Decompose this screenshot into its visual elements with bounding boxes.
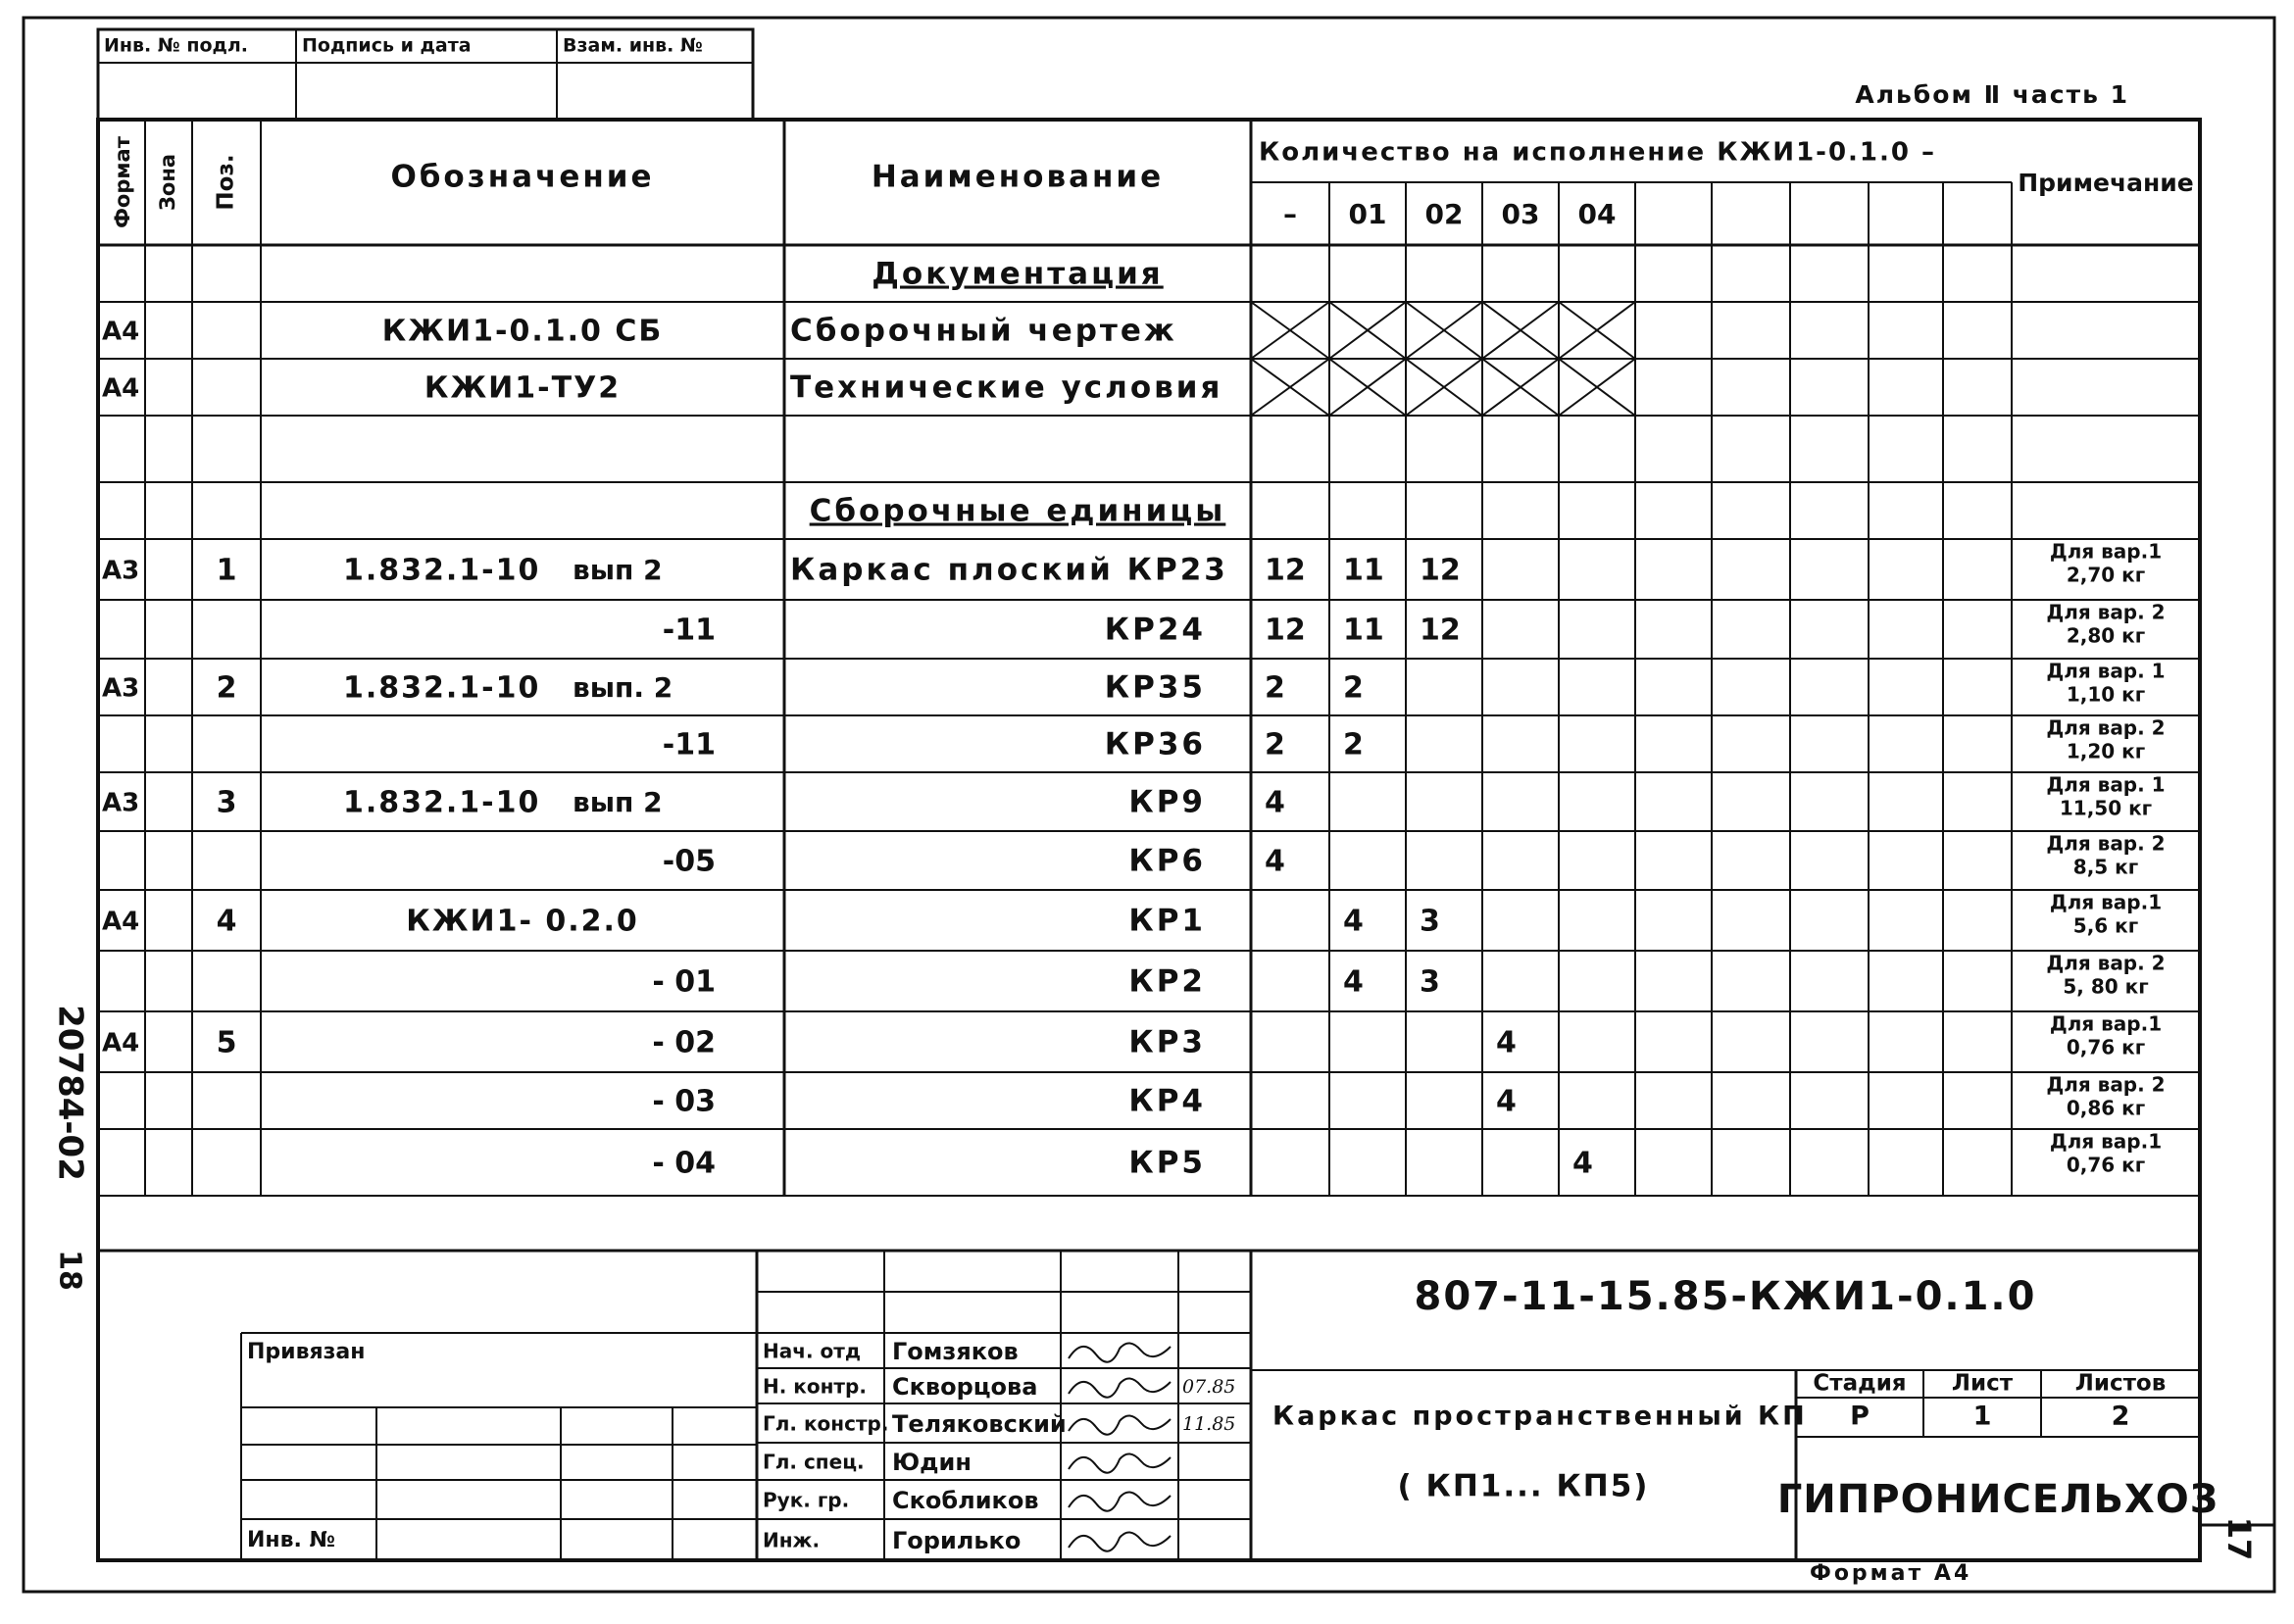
row-quantity: 4 (1496, 1084, 1517, 1119)
row-note-variant: Для вар. 2 (2046, 600, 2166, 624)
header-variant: – (1283, 198, 1297, 230)
signer-name: Скобликов (892, 1487, 1039, 1514)
row-note-variant: Для вар. 1 (2046, 772, 2166, 797)
row-format: А4 (102, 317, 140, 347)
row-quantity: 3 (1420, 964, 1440, 1000)
header-oboznachenie: Обозначение (390, 159, 655, 195)
row-format: А3 (102, 556, 140, 586)
row-quantity: 11 (1343, 613, 1384, 648)
vzam-inv-label: Взам. инв. № (563, 34, 703, 57)
row-name: КР24 (1104, 612, 1206, 648)
list-label: Лист (1951, 1370, 2014, 1397)
row-name: КР1 (1128, 903, 1206, 939)
signature-scribble (1069, 1343, 1171, 1361)
row-name: КР4 (1128, 1083, 1206, 1119)
header-poz: Поз. (213, 154, 239, 211)
row-note-mass: 2,80 кг (2066, 623, 2146, 648)
signature-scribble (1069, 1492, 1171, 1510)
signer-name: Гомзяков (892, 1338, 1019, 1365)
row-note-variant: Для вар.1 (2049, 1011, 2163, 1036)
header-primechanie: Примечание (2018, 169, 2194, 197)
signature-date: 07.85 (1182, 1376, 1236, 1398)
row-note-mass: 11,50 кг (2059, 796, 2153, 820)
row-note-mass: 0,86 кг (2066, 1096, 2146, 1120)
row-name: Каркас плоский КР23 (790, 552, 1228, 588)
document-title-line2: ( КП1... КП5) (1397, 1468, 1650, 1504)
row-format: А3 (102, 673, 140, 704)
stadiya-label: Стадия (1813, 1370, 1907, 1397)
row-poz: 5 (216, 1025, 237, 1060)
sheet-format: Формат А4 (1810, 1561, 1972, 1586)
document-designation: 807-11-15.85-КЖИ1-0.1.0 (1414, 1274, 2037, 1319)
row-name: КР35 (1104, 669, 1206, 706)
role-label: Н. контр. (763, 1374, 867, 1399)
row-format: А4 (102, 1028, 140, 1058)
row-designation-suffix: - 04 (652, 1146, 716, 1181)
signature-scribble (1069, 1532, 1171, 1550)
header-kolichestvo: Количество на исполнение КЖИ1-0.1.0 – (1259, 137, 1937, 168)
album-label: Альбом Ⅱ часть 1 (1855, 80, 2129, 109)
document-title-line1: Каркас пространственный КП (1272, 1401, 1808, 1432)
row-quantity: 2 (1265, 670, 1285, 706)
row-quantity: 12 (1265, 613, 1306, 648)
row-note-variant: Для вар.1 (2049, 539, 2163, 564)
signature-scribble (1069, 1453, 1171, 1472)
row-poz: 3 (216, 785, 237, 820)
row-quantity: 11 (1343, 553, 1384, 588)
row-quantity: 12 (1420, 613, 1461, 648)
row-quantity: 2 (1343, 727, 1364, 763)
role-label: Гл. констр. (763, 1411, 889, 1436)
row-vypusk: вып. 2 (573, 671, 673, 704)
signer-name: Скворцова (892, 1373, 1038, 1401)
row-quantity: 2 (1343, 670, 1364, 706)
row-quantity: 4 (1265, 785, 1285, 820)
row-designation-suffix: -11 (662, 613, 716, 648)
row-name: КР2 (1128, 963, 1206, 1000)
privyazan-label: Привязан (247, 1340, 366, 1364)
row-note-mass: 1,10 кг (2066, 682, 2146, 707)
row-name: КР36 (1104, 726, 1206, 763)
signature-date: 11.85 (1182, 1413, 1236, 1435)
row-note-variant: Для вар. 2 (2046, 1072, 2166, 1097)
row-name: КР5 (1128, 1145, 1206, 1181)
listov-value: 2 (2111, 1401, 2130, 1432)
row-designation: КЖИ1-0.1.0 СБ (381, 314, 664, 349)
row-note-mass: 0,76 кг (2066, 1153, 2146, 1177)
row-quantity: 12 (1420, 553, 1461, 588)
row-designation: 1.832.1-10 (343, 785, 541, 820)
role-label: Рук. гр. (763, 1488, 850, 1512)
row-designation-suffix: - 02 (652, 1025, 716, 1060)
signature-scribble (1069, 1415, 1171, 1434)
header-variant: 02 (1424, 198, 1464, 230)
row-note-mass: 1,20 кг (2066, 739, 2146, 763)
signer-name: Теляковский (892, 1410, 1067, 1438)
row-format: А3 (102, 788, 140, 818)
podpis-data-label: Подпись и дата (302, 34, 472, 57)
sheet-text (51, 35, 2259, 1587)
row-quantity: 12 (1265, 553, 1306, 588)
row-poz: 4 (216, 904, 237, 939)
row-designation: КЖИ1-ТУ2 (424, 370, 622, 406)
row-designation: КЖИ1- 0.2.0 (406, 904, 639, 939)
row-note-variant: Для вар. 2 (2046, 715, 2166, 740)
sheet-page-number: 17 (2220, 1516, 2258, 1561)
row-quantity: 4 (1496, 1025, 1517, 1060)
row-note-mass: 0,76 кг (2066, 1035, 2146, 1059)
row-name: КР6 (1128, 843, 1206, 879)
section-heading: Сборочные единицы (809, 493, 1226, 529)
row-name: КР3 (1128, 1024, 1206, 1060)
side-archive-number: 20784-02 (50, 1005, 90, 1181)
row-quantity: 4 (1343, 904, 1364, 939)
row-vypusk: вып 2 (573, 786, 663, 818)
role-label: Гл. спец. (763, 1450, 865, 1474)
row-designation: 1.832.1-10 (343, 553, 541, 588)
row-note-variant: Для вар. 2 (2046, 951, 2166, 975)
row-note-variant: Для вар. 2 (2046, 831, 2166, 856)
row-poz: 2 (216, 670, 237, 706)
header-variant: 01 (1348, 198, 1387, 230)
row-designation-suffix: - 01 (652, 964, 716, 1000)
row-designation: 1.832.1-10 (343, 670, 541, 706)
row-note-mass: 5, 80 кг (2063, 974, 2149, 999)
row-format: А4 (102, 373, 140, 404)
row-note-mass: 8,5 кг (2072, 855, 2139, 879)
header-naimenovanie: Наименование (871, 159, 1165, 195)
role-label: Нач. отд (763, 1339, 862, 1363)
row-designation-suffix: - 03 (652, 1084, 716, 1119)
signer-name: Юдин (892, 1449, 972, 1476)
row-note-variant: Для вар. 1 (2046, 659, 2166, 683)
role-label: Инж. (763, 1528, 821, 1552)
organization-name: ГИПРОНИСЕЛЬХОЗ (1776, 1477, 2219, 1522)
row-quantity: 4 (1265, 844, 1285, 879)
row-name: Технические условия (790, 369, 1223, 406)
row-designation-suffix: -05 (662, 844, 716, 879)
row-quantity: 4 (1343, 964, 1364, 1000)
row-quantity: 2 (1265, 727, 1285, 763)
row-note-mass: 2,70 кг (2066, 563, 2146, 587)
inv-podl-label: Инв. № подл. (104, 34, 249, 57)
row-quantity: 3 (1420, 904, 1440, 939)
header-variant: 04 (1577, 198, 1617, 230)
row-vypusk: вып 2 (573, 554, 663, 586)
list-value: 1 (1972, 1401, 1992, 1432)
header-zona: Зона (156, 153, 179, 212)
section-heading: Документация (872, 256, 1164, 292)
side-page-number: 18 (52, 1250, 87, 1291)
stadiya-value: Р (1850, 1401, 1870, 1432)
row-name: КР9 (1128, 784, 1206, 820)
header-format: Формат (111, 136, 134, 228)
row-note-variant: Для вар.1 (2049, 890, 2163, 914)
row-poz: 1 (216, 553, 237, 588)
row-designation-suffix: -11 (662, 727, 716, 763)
titleblock-inv-label: Инв. № (247, 1528, 336, 1552)
row-format: А4 (102, 907, 140, 937)
row-quantity: 4 (1572, 1146, 1593, 1181)
signer-name: Горилько (892, 1527, 1022, 1554)
row-note-variant: Для вар.1 (2049, 1129, 2163, 1154)
listov-label: Листов (2074, 1370, 2167, 1397)
row-name: Сборочный чертеж (790, 313, 1177, 349)
signature-scribble (1069, 1378, 1171, 1397)
header-variant: 03 (1501, 198, 1540, 230)
row-note-mass: 5,6 кг (2072, 913, 2139, 938)
